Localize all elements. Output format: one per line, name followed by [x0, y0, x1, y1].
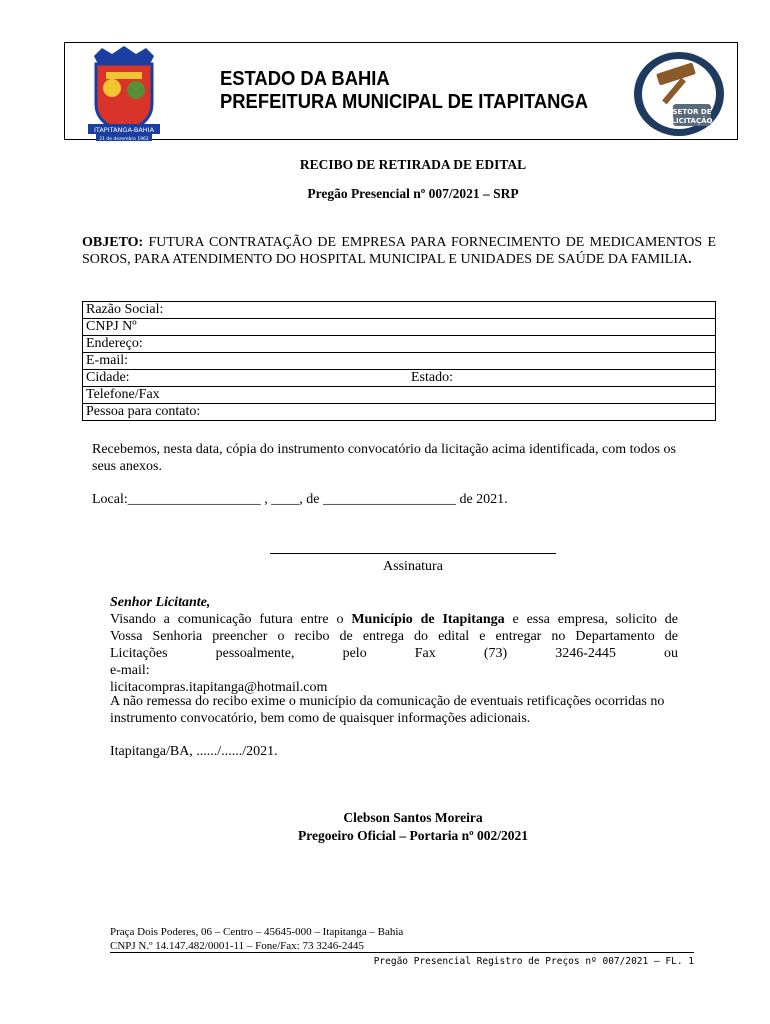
notice-line-3: Licitações pessoalmente, pelo Fax (73) 3246-2445 ou e-mail:	[110, 646, 678, 678]
footer-cnpj: CNPJ N.º 14.147.482/0001-11 – Fone/Fax: 73 3246-2445	[110, 940, 364, 952]
header-title	[220, 68, 588, 114]
footer-page-number: Pregão Presencial Registro de Preços nº 007/2021 – FL. 1	[373, 956, 694, 967]
document-subtitle: Pregão Presencial nº 007/2021 – SRP	[307, 186, 519, 201]
remessa-paragraph: A não remessa do recibo exime o município da comunicação de eventuais retificações ocorridas no instrumento convocatório, bem como de quaisquer informações adicionais.	[110, 694, 665, 726]
footer-address-block	[110, 925, 403, 953]
form-row-endereco	[83, 336, 716, 353]
cnpj-field[interactable]: CNPJ Nº	[83, 319, 716, 336]
header-municipality: PREFEITURA MUNICIPAL DE ITAPITANGA	[220, 91, 588, 113]
crest-date-text: 21 de dezembro 1962	[99, 137, 149, 142]
footer-address: Praça Dois Poderes, 06 – Centro – 45645-000 – Itapitanga – Bahia	[110, 926, 404, 938]
objeto-label: OBJETO:	[82, 235, 144, 250]
signature-line	[270, 553, 556, 554]
municipality-name: Município de Itapitanga	[351, 612, 505, 627]
seal-text-2: LICITAÇÃO	[671, 117, 713, 125]
contato-field[interactable]: Pessoa para contato:	[83, 404, 716, 421]
municipal-crest-logo	[82, 46, 166, 142]
telefone-field[interactable]: Telefone/Fax	[83, 387, 716, 404]
email-field[interactable]: E-mail:	[83, 353, 716, 370]
notice-line-1	[110, 611, 678, 628]
local-date-line: Local:___________________ , ____, de ___________________ de 2021.	[92, 492, 508, 507]
endereco-field[interactable]: Endereço:	[83, 336, 716, 353]
signer-role: Pregoeiro Oficial – Portaria nº 002/2021	[297, 828, 529, 843]
company-form-table	[82, 301, 716, 421]
notice-greeting: Senhor Licitante,	[110, 595, 211, 610]
estado-label: Estado:	[411, 370, 453, 385]
signature-label: Assinatura	[383, 559, 443, 574]
notice-line-2: Vossa Senhoria preencher o recibo de entrega do edital e entregar no Departamento de	[110, 629, 678, 644]
header-state: ESTADO DA BAHIA	[220, 68, 390, 90]
form-row-email	[83, 353, 716, 370]
document-title: RECIBO DE RETIRADA DE EDITAL	[299, 157, 527, 172]
seal-text-1: SETOR DE	[672, 108, 712, 116]
signer-name: Clebson Santos Moreira	[343, 810, 483, 825]
form-row-contato	[83, 404, 716, 421]
crest-town-text: ITAPITANGA-BAHIA	[93, 126, 155, 134]
form-row-cnpj	[83, 319, 716, 336]
razao-social-field[interactable]: Razão Social:	[83, 302, 716, 319]
footer-rule	[110, 952, 694, 953]
notice-paragraph	[110, 594, 678, 696]
notice-line-1a: Visando a comunicação futura entre o	[110, 612, 352, 627]
cidade-estado-field[interactable]	[83, 370, 716, 387]
objeto-paragraph	[82, 234, 716, 268]
form-row-telefone	[83, 387, 716, 404]
form-row-cidade	[83, 370, 716, 387]
licitacao-seal-logo	[627, 48, 727, 138]
cidade-label: Cidade:	[86, 370, 130, 385]
objeto-end: .	[688, 252, 692, 267]
notice-email: licitacompras.itapitanga@hotmail.com	[110, 680, 328, 695]
receipt-text: Recebemos, nesta data, cópia do instrumento convocatório da licitação acima identificada, com todos os seus anexos.	[92, 442, 676, 474]
form-row-razao	[83, 302, 716, 319]
notice-line-1b: e essa empresa, solicito de	[504, 612, 678, 627]
objeto-text: FUTURA CONTRATAÇÃO DE EMPRESA PARA FORNECIMENTO DE MEDICAMENTOS E SOROS, PARA ATENDIMENTO DO HOSPITAL MUNICIPAL E UNIDADES DE SAÚDE DA FAMILIA	[82, 235, 716, 267]
date-line: Itapitanga/BA, ....../....../2021.	[110, 744, 278, 759]
